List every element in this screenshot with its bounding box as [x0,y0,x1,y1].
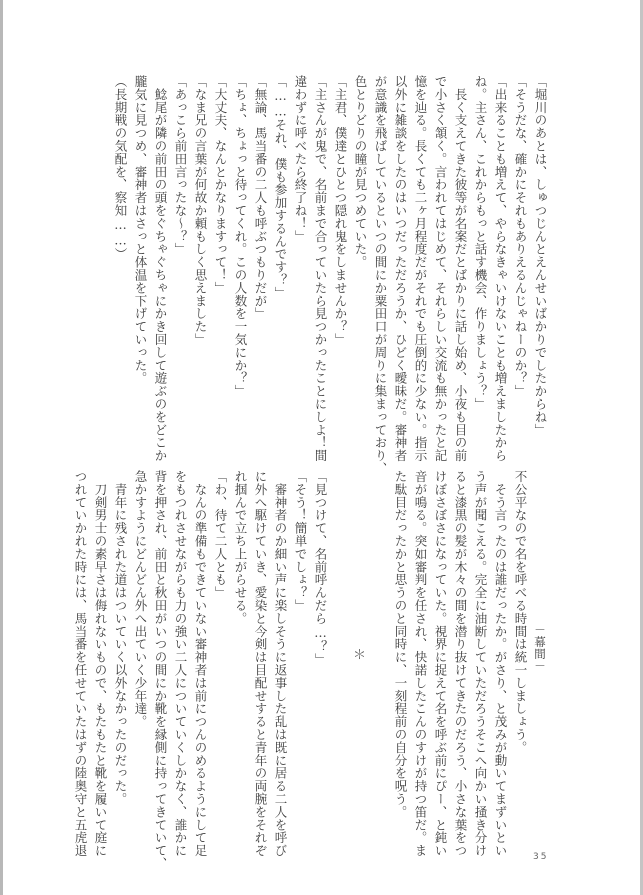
text-column: 「大丈夫、なんとかなりますって！」 [213,75,228,295]
text-column: 背を押され、前田と秋田がいつの間にか靴を縁側に持ってきていて、 [153,470,168,870]
text-column: 「主君、僕達とひとつ隠れ鬼をしませんか？」 [333,75,348,346]
text-column: をもつれさせながらも力の強い二人についていくしかなく、誰かに [173,470,188,857]
text-column: 違わずに呼べたら終了ね！」 [293,75,308,243]
text-column: 「わ、待て二人とも」 [213,470,228,599]
text-column: （長期戦の気配を、察知……） [113,75,128,261]
text-column: けぼさぼさになっていた。視界に捉えて名を呼ぶ前にぴー、と鈍い [433,470,448,857]
scene-separator: ＊ [353,648,367,663]
text-column: ると漆黒の髪が木々の間を潜り抜けてきたのだろう、小さな葉をつ [453,470,468,857]
text-column: そう言ったのは誰だったか。がさり、と茂みが動いてまずいとい [493,470,508,857]
text-column: れ掴んで立ち上がらせる。 [233,470,248,625]
text-column: 「なま兄の言葉が何故か頼もしく思えました」 [193,75,208,346]
text-column: 「ちょ、ちょっと待ってくれ。この人数を一気にか？」 [233,75,248,398]
text-column: 鯰尾が隣の前田の頭をぐちゃぐちゃにかき回して遊ぶのをどこか [153,75,168,462]
text-column: 長く支えてきた彼等が名案だとばかりに話し始め、小夜も目の前 [453,75,468,462]
text-column: 刀剣男士の素早さは侮れないもので、もたもたと靴を履いて庭に [93,470,108,857]
text-column: が意識を飛ばしているといつの間にか粟田口が周りに集まっており、 [373,75,388,475]
text-column: 「堀川のあとは、しゅつじんとえんせいばかりでしたからね」 [533,75,548,437]
text-column: 急かすようにどんどん外へ出ていく少年達。 [133,470,148,728]
text-column: 「あっこら前田言ったな～？」 [173,75,188,256]
text-column: 「……それ、僕も参加するんです？」 [273,75,288,300]
text-column: 以外に雑談をしたのはいつだっただろうか、ひどく曖昧だ。審神者 [393,75,408,462]
text-column: 朧気に見つめ、審神者はさっと体温を下げていった。 [133,75,148,385]
text-column: 審神者のか細い声に楽しそうに返事した乱は既に居る二人を呼び [273,470,288,857]
text-column: 「そう！簡単でしょ？」 [293,470,308,612]
text-column: ね。主さん、これからもっと話す機会、作りましょう？」 [473,75,488,411]
section-heading: －幕間－ [533,624,547,672]
text-column: で小さく頷く。言われてはじめて、それらしい交流も無かったと記 [433,75,448,462]
text-column: 音が鳴る。突如審判を任され、快諾したこんのすけが持つ笛だ。ま [413,470,428,857]
text-column: 「無論、馬当番の二人も呼ぶつもりだが」 [253,75,268,321]
text-column: 憶を辿る。長くても二ヶ月程度だがそれでも圧倒的に少ない。指示 [413,75,428,462]
text-column: 青年に残された道はついていく以外なかったのだった。 [113,470,128,806]
text-column: に外へ駆けていき、愛染と今剣は目配せすると青年の両腕をそれぞ [253,470,268,857]
text-column: つれていかれた時には、馬当番を任せていたはずの陸奥守と五虎退 [73,470,88,857]
text-column: 「そうだな、確かにそれもありえるんじゃねーのか？」 [513,75,528,398]
text-column: なんの準備もできていない審神者は前につんのめるようにして足 [193,470,208,857]
text-column: う声が聞こえる。完全に油断していただろうそこへ向かい掻き分け [473,470,488,857]
text-column: 「出来ることも増えて、やらなきゃいけないことも増えましたから [493,75,508,462]
page-number: 35 [533,852,549,862]
text-column: た駄目だったかと思うのと同時に、一刻程前の自分を呪う。 [393,470,408,819]
text-column: 色とりどりの瞳が見つめていた。 [353,75,368,269]
text-column: 「見つけて、名前呼んだら…？」 [313,470,328,666]
text-column: 「主さんが鬼で、名前まで合っていたら見つかったことにしよ！間 [313,75,328,462]
text-column: 不公平なので名を呼べる時間は統一しましょう。 [513,470,528,754]
